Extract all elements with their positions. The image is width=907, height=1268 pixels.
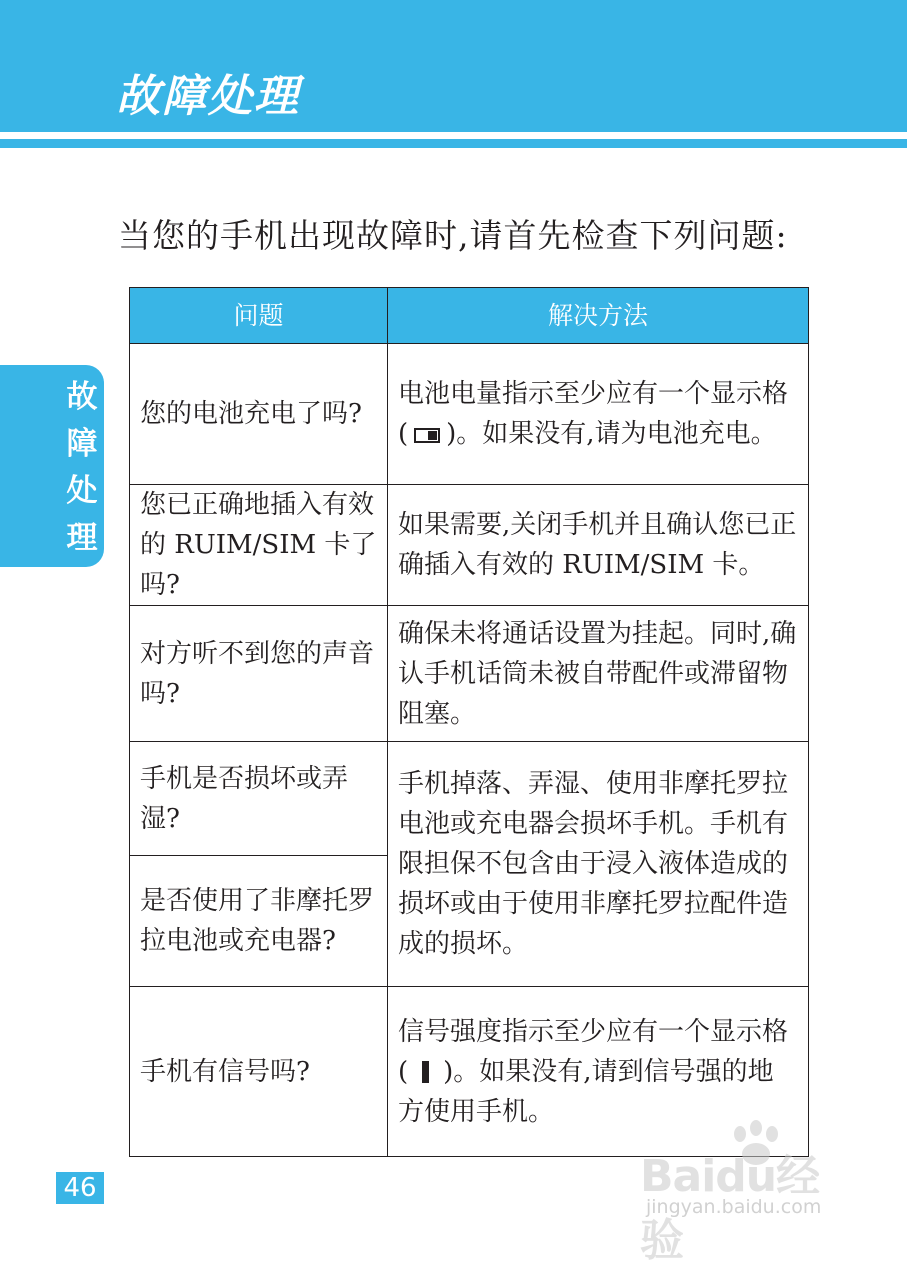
- side-tab-char: 理: [66, 520, 98, 556]
- side-tab-label: [60, 374, 104, 562]
- solution-text: )。如果没有,请到信号强的地方使用手机。: [398, 1056, 774, 1127]
- table-row: [130, 485, 809, 606]
- problem-cell: 手机有信号吗?: [130, 987, 388, 1157]
- problem-cell: 您已正确地插入有效的 RUIM/SIM 卡了吗?: [130, 485, 388, 606]
- signal-indicator-icon: [422, 1061, 429, 1083]
- solution-cell: 如果需要,关闭手机并且确认您已正确插入有效的 RUIM/SIM 卡。: [388, 485, 809, 606]
- column-header-solution: 解决方法: [388, 288, 809, 344]
- solution-cell: 确保未将通话设置为挂起。同时,确认手机话筒未被自带配件或滞留物阻塞。: [388, 606, 809, 742]
- table-header-row: [130, 288, 809, 344]
- watermark: [640, 1120, 860, 1266]
- page-title: 故障处理: [116, 71, 300, 122]
- solution-cell: [388, 344, 809, 485]
- column-header-problem: 问题: [130, 288, 388, 344]
- battery-indicator-icon: [414, 428, 440, 443]
- problem-cell: 您的电池充电了吗?: [130, 344, 388, 485]
- solution-cell: 手机掉落、弄湿、使用非摩托罗拉电池或充电器会损坏手机。手机有限担保不包含由于浸入液体造成的损坏或由于使用非摩托罗拉配件造成的损坏。: [388, 742, 809, 987]
- table-row: [130, 344, 809, 485]
- watermark-url: jingyan.baidu.com: [646, 1196, 822, 1218]
- solution-text: 信号强度指示至少应有一个显示格(: [398, 1016, 789, 1087]
- troubleshooting-table: [129, 287, 809, 1157]
- side-tab-char: 障: [66, 426, 98, 462]
- problem-cell: 是否使用了非摩托罗拉电池或充电器?: [130, 856, 388, 987]
- solution-text: 电池电量指示至少应有一个显示格(: [398, 379, 789, 449]
- side-tab-char: 处: [66, 473, 98, 509]
- watermark-logo: Baidu经验: [640, 1151, 820, 1266]
- table-row: [130, 606, 809, 742]
- side-tab-char: 故: [66, 379, 98, 415]
- solution-text: )。如果没有,请为电池充电。: [446, 419, 777, 449]
- problem-cell: 对方听不到您的声音吗?: [130, 606, 388, 742]
- problem-cell: 手机是否损坏或弄湿?: [130, 742, 388, 856]
- intro-text: 当您的手机出现故障时,请首先检查下列问题:: [118, 216, 788, 255]
- table-row: [130, 742, 809, 856]
- header-rule: [0, 139, 907, 148]
- page-number: 46: [56, 1172, 104, 1204]
